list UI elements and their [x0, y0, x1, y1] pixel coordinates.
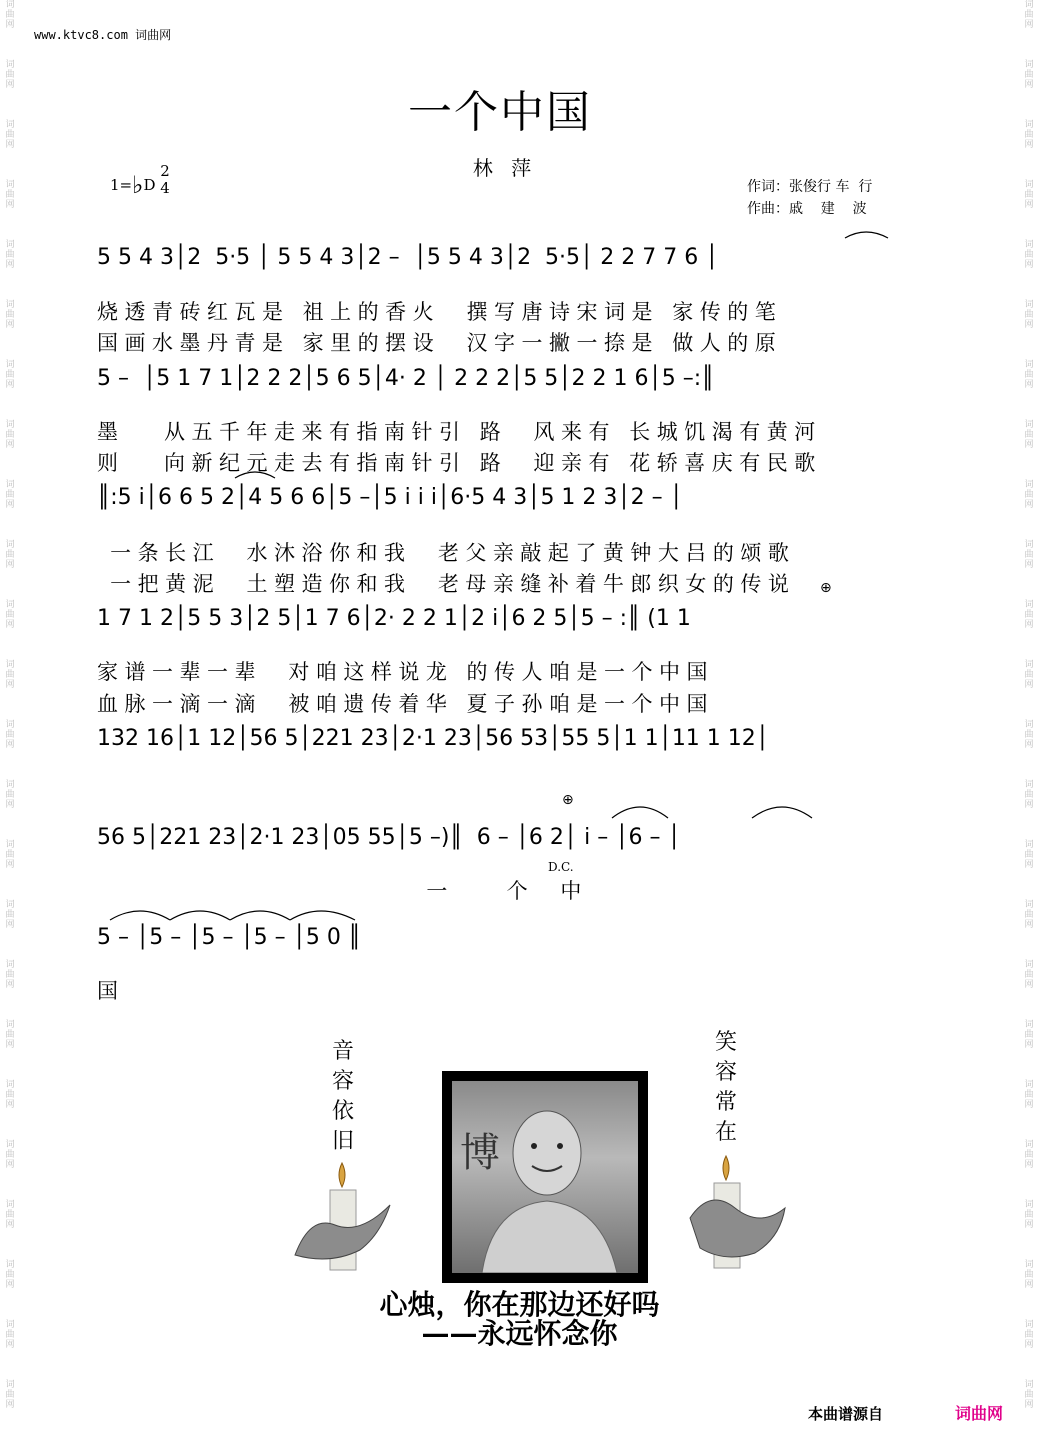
candle-left-icon	[290, 1155, 410, 1285]
flat-symbol: ♭	[132, 171, 144, 199]
watermark-text: 词 曲 网	[1024, 480, 1034, 510]
key-signature: 1=♭D 2 4	[110, 162, 170, 199]
watermark-text: 词 曲 网	[5, 660, 15, 690]
dc-marker: D.C.	[548, 860, 574, 874]
watermark-text: 词 曲 网	[5, 840, 15, 870]
lyrics-line-6: 一 个 中	[97, 879, 588, 903]
coda-sign: ⊕	[562, 792, 574, 808]
score-line-7: 5 – │5 – │5 – │5 – │5 0 ║	[97, 925, 362, 950]
watermark-text: 词 曲 网	[5, 900, 15, 930]
watermark-text: 词 曲 网	[1024, 120, 1034, 150]
watermark-text: 词 曲 网	[1024, 1260, 1034, 1290]
watermark-text: 词 曲 网	[5, 600, 15, 630]
watermark-text: 词 曲 网	[5, 420, 15, 450]
watermark-text: 词 曲 网	[1024, 600, 1034, 630]
watermark-text: 词 曲 网	[1024, 0, 1034, 30]
watermark-text: 词 曲 网	[5, 1200, 15, 1230]
watermark-text: 词 曲 网	[1024, 1080, 1034, 1110]
lyrics-line-1b: 国画水墨丹青是 家里的摆设 汉字一撇一捺是 做人的原	[97, 331, 783, 355]
watermark-text: 词 曲 网	[5, 360, 15, 390]
lyrics-line-2a: 墨 从五千年走来有指南针引 路 风来有 长城饥渴有黄河	[97, 420, 822, 444]
watermark-text: 词 曲 网	[5, 240, 15, 270]
score-line-5: 132 16│1 12│56 5│221 23│2·1 23│56 53│55 5│1 1│11 1 12│	[97, 726, 770, 751]
watermark-text: 词 曲 网	[5, 1320, 15, 1350]
watermark-text: 词 曲 网	[5, 780, 15, 810]
watermark-text: 词 曲 网	[1024, 240, 1034, 270]
watermark-text: 词 曲 网	[5, 480, 15, 510]
watermark-text: 词 曲 网	[5, 1380, 15, 1410]
watermark-text: 词 曲 网	[1024, 1140, 1034, 1170]
watermark-text: 词 曲 网	[5, 180, 15, 210]
lyrics-line-4b: 血脉一滴一滴 被咱遗传着华 夏子孙咱是一个中国	[97, 692, 715, 716]
lyrics-line-4a: 家谱一辈一辈 对咱这样说龙 的传人咱是一个中国	[97, 660, 715, 684]
watermark-text: 词 曲 网	[1024, 960, 1034, 990]
watermark-text: 词 曲 网	[5, 300, 15, 330]
lyrics-line-3a: 一条长江 水沐浴你和我 老父亲敲起了黄钟大吕的颂歌	[97, 541, 796, 565]
watermark-text: 词 曲 网	[1024, 420, 1034, 450]
watermark-text: 词 曲 网	[1024, 900, 1034, 930]
watermark-text: 词 曲 网	[5, 60, 15, 90]
watermark-text: 词 曲 网	[5, 720, 15, 750]
candle-right-icon	[680, 1148, 800, 1283]
composer-credit: 作曲：戚 建 波	[747, 201, 867, 217]
watermark-text: 词 曲 网	[1024, 840, 1034, 870]
watermark-text: 词 曲 网	[5, 0, 15, 30]
site-url[interactable]: www.ktvc8.com 词曲网	[34, 28, 172, 42]
memorial-right-text: 笑 容 常 在	[714, 1030, 737, 1145]
watermark-text: 词 曲 网	[1024, 360, 1034, 390]
photo-calligraphy: 博	[460, 1130, 500, 1176]
score-line-2: 5 – │5 1 7 1│2 2 2│5 6 5│4· 2 │ 2 2 2│5 5│2 2 1 6│5 –:║	[97, 366, 715, 391]
score-line-1: 5 5 4 3│2 5·5 │ 5 5 4 3│2 – │5 5 4 3│2 5·5│ 2 2 7 7 6 │	[97, 245, 719, 270]
score-line-3: ║:5 i│6 6 5 2│4 5 6 6│5 –│5 i i i│6·5 4 3│5 1 2 3│2 – │	[97, 485, 683, 510]
watermark-text: 词 曲 网	[1024, 720, 1034, 750]
time-signature: 2 4	[160, 162, 170, 197]
song-title: 一个中国	[408, 87, 592, 138]
lyrics-line-3b: 一把黄泥 土塑造你和我 老母亲缝补着牛郎织女的传说	[97, 572, 796, 596]
memorial-photo	[442, 1071, 648, 1283]
watermark-text: 词 曲 网	[1024, 1380, 1034, 1410]
watermark-text: 词 曲 网	[5, 120, 15, 150]
watermark-text: 词 曲 网	[5, 1020, 15, 1050]
watermark-text: 词 曲 网	[1024, 1320, 1034, 1350]
lyricist-credit: 作词：张俊行 车 行	[747, 179, 873, 195]
watermark-text: 词 曲 网	[1024, 300, 1034, 330]
watermark-text: 词 曲 网	[5, 540, 15, 570]
singer-name: 林 萍	[472, 156, 538, 180]
lyrics-line-1a: 烧透青砖红瓦是 祖上的香火 撰写唐诗宋词是 家传的笔	[97, 300, 783, 324]
watermark-text: 词 曲 网	[1024, 660, 1034, 690]
memorial-left-text: 音 容 依 旧	[331, 1039, 354, 1154]
watermark-text: 词 曲 网	[1024, 60, 1034, 90]
score-line-6: 56 5│221 23│2·1 23│05 55│5 –)║ 6 – │6 2│ i – │6 – │	[97, 825, 681, 850]
site-logo[interactable]: 词曲网	[955, 1404, 1004, 1423]
watermark-text: 词 曲 网	[1024, 180, 1034, 210]
lyrics-line-7: 国	[97, 979, 125, 1003]
watermark-text: 词 曲 网	[5, 1260, 15, 1290]
watermark-text: 词 曲 网	[1024, 1020, 1034, 1050]
memorial-line-1: 心烛，你在那边还好吗	[379, 1288, 660, 1321]
coda-sign-2: ⊕	[820, 580, 832, 596]
watermark-text: 词 曲 网	[5, 960, 15, 990]
watermark-text: 词 曲 网	[5, 1140, 15, 1170]
portrait-figure	[452, 1081, 638, 1273]
watermark-text: 词 曲 网	[1024, 1200, 1034, 1230]
watermark-text: 词 曲 网	[1024, 780, 1034, 810]
score-line-4: 1 7 1 2│5 5 3│2 5│1 7 6│2· 2 2 1│2 i│6 2 5│5 – :║ (1 1	[97, 606, 691, 631]
watermark-text: 词 曲 网	[1024, 540, 1034, 570]
source-label: 本曲谱源自	[808, 1405, 884, 1423]
memorial-line-2: ——永远怀念你	[421, 1317, 618, 1350]
lyrics-line-2b: 则 向新纪元走去有指南针引 路 迎亲有 花轿喜庆有民歌	[97, 451, 822, 475]
watermark-text: 词 曲 网	[5, 1080, 15, 1110]
